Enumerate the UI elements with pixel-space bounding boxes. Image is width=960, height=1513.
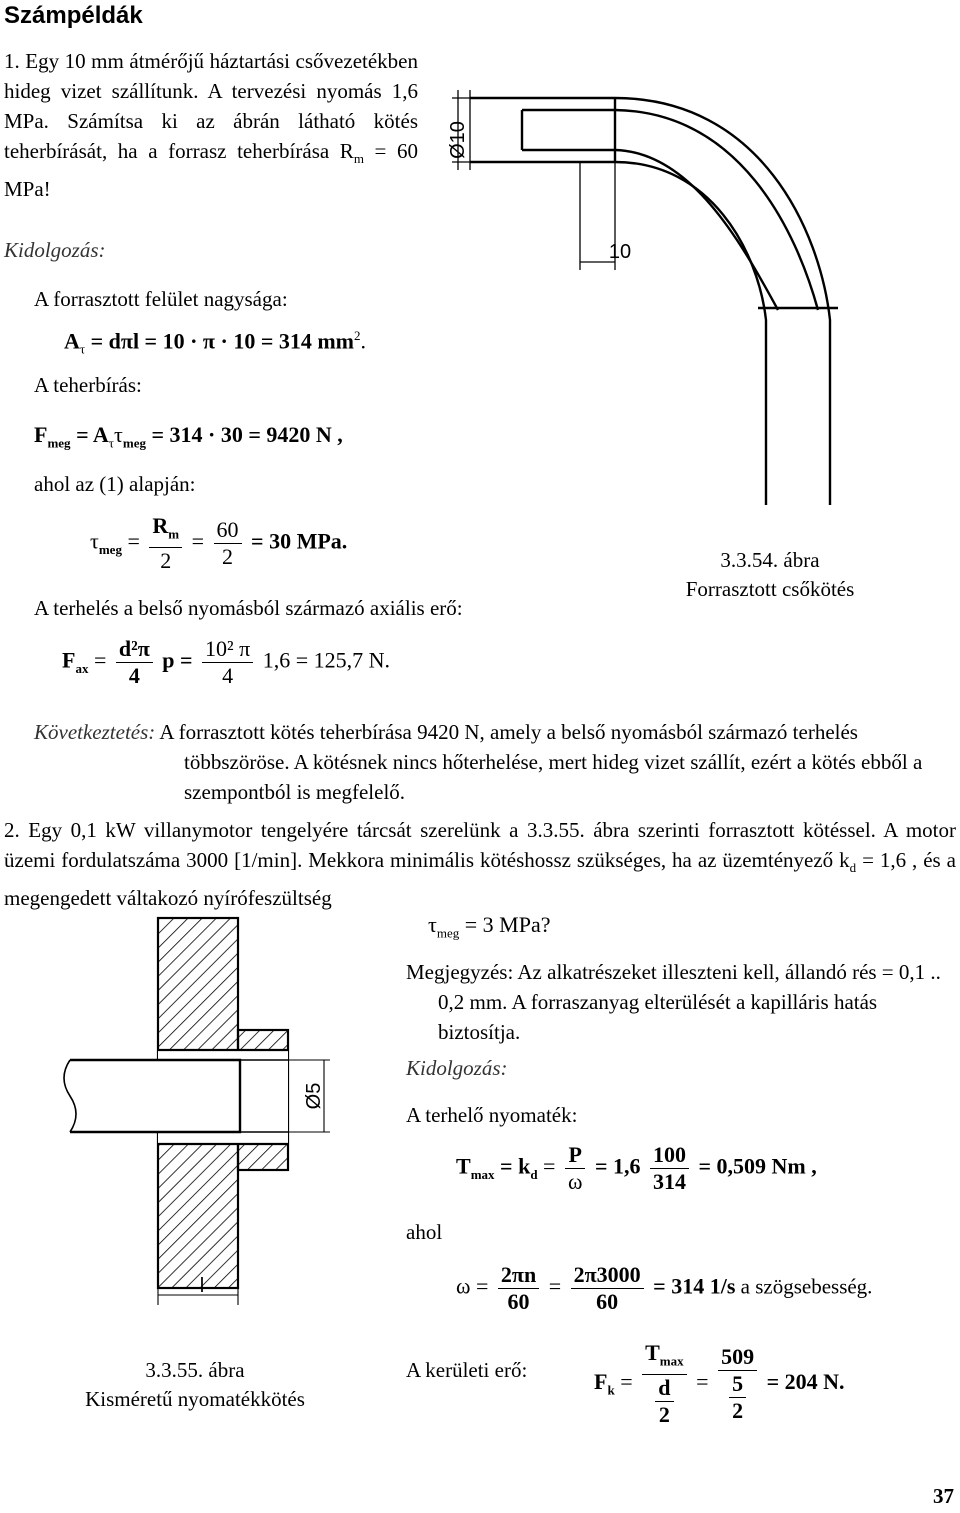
figure1-caption-number: 3.3.54. ábra (720, 548, 820, 572)
figure2-caption (40, 1356, 350, 1414)
conclusion: Következtetés: A forrasztott kötés teherbírása 9420 N, amely a belső nyomásból származó terhelés többszöröse. A kötésnek nincs hőterhelése, mert hideg vizet szállít, ezért a kötés ebből a szempontból is megfelelő. (34, 720, 923, 804)
page-number: 37 (933, 1484, 954, 1508)
example2-problem: 2. Egy 0,1 kW villanymotor tengelyére tárcsát szerelünk a 3.3.55. ábra szerinti forrasztott kötéssel. A motor üzemi fordulatszáma 3000 [1/min]. Mekkora minimális kötéshossz szükséges, ha az üzemtényező $k_d = 1,6$ , és a megengedett váltakozó nyírófeszültség (4, 818, 956, 911)
figure1-caption-title: Forrasztott csőkötés (685, 577, 855, 601)
figure1-caption (640, 546, 900, 604)
equation-omega: ω = $\frac{2\pi n}{60}$ = $\frac{2\pi 3000}{60}$ = 314 1/s a szögsebesség. (456, 1262, 873, 1314)
small-torque-joint-drawing (40, 910, 360, 1310)
force-label: A kerületi erő: (406, 1358, 528, 1382)
equation-surface: $A_\tau = d\pi l = 10 \cdot \pi \cdot 10 = 314$ $mm^2$. (64, 328, 367, 357)
based-on-label: ahol az (1) alapján: (34, 472, 196, 496)
note: Megjegyzés: Az alkatrészeket illeszteni kell, állandó rés = 0,1 .. 0,2 mm. A forraszanyag elterülését a kapilláris hatás biztosítja. (406, 960, 941, 1044)
equation-torque: $T_{max} = k_d$ = $\frac{P}{\omega}$ = 1,6 $\frac{100}{314}$ = 0,509 Nm , (456, 1142, 817, 1194)
example1-solution-label: Kidolgozás: (4, 238, 106, 262)
example2-tau: $\tau_{meg} = 3$ MPa? (428, 912, 551, 941)
example1-problem: 1. Egy 10 mm átmérőjű háztartási csővezetékben hideg vizet szállítunk. A tervezési nyomás 1,6 MPa. Számítsa ki az ábrán látható kötés teherbírását, ha a forrasz teherbírása $R_m = 60$ MPa! (4, 49, 419, 202)
figure2-caption-number: 3.3.55. ábra (145, 1358, 245, 1382)
equation-capacity: $F_{meg} = A_\tau\tau_{meg} = 314 \cdot 30 = 9420$ N , (34, 422, 343, 451)
axial-label: A terhelés a belső nyomásból származó axiális erő: (34, 596, 463, 620)
surface-label: A forrasztott felület nagysága: (34, 287, 288, 311)
torque-label: A terhelő nyomaték: (406, 1103, 578, 1127)
capacity-label: A teherbírás: (34, 373, 142, 397)
equation-force: $F_k$ = $\frac{T_{max}}{\frac{d}{2}}$ = $\frac{509}{\frac{5}{2}}$ = 204 N. (594, 1340, 845, 1428)
joint-length-dimension: 10 (608, 241, 632, 263)
joint-length-l-dimension: l (199, 1275, 205, 1297)
section-title: Számpéldák (4, 2, 143, 29)
shaft-diameter-dimension: Ø5 (303, 1082, 325, 1110)
soldered-pipe-joint-drawing (440, 90, 960, 510)
where-label: ahol (406, 1220, 443, 1244)
pipe-diameter-dimension: Ø10 (447, 121, 469, 159)
equation-tau: $\tau_{meg}$ = $\frac{R_m}{2}$ = $\frac{60}{2}$ = 30 MPa. (90, 513, 348, 574)
example2-solution-label: Kidolgozás: (406, 1056, 508, 1080)
figure2-caption-title: Kisméretű nyomatékkötés (85, 1387, 305, 1411)
equation-axial: $F_{ax}$ = $\frac{\text{d²π}}{4}$ p = $\frac{\text{10² π}}{4}$ 1,6 = 125,7 N. (62, 636, 391, 688)
